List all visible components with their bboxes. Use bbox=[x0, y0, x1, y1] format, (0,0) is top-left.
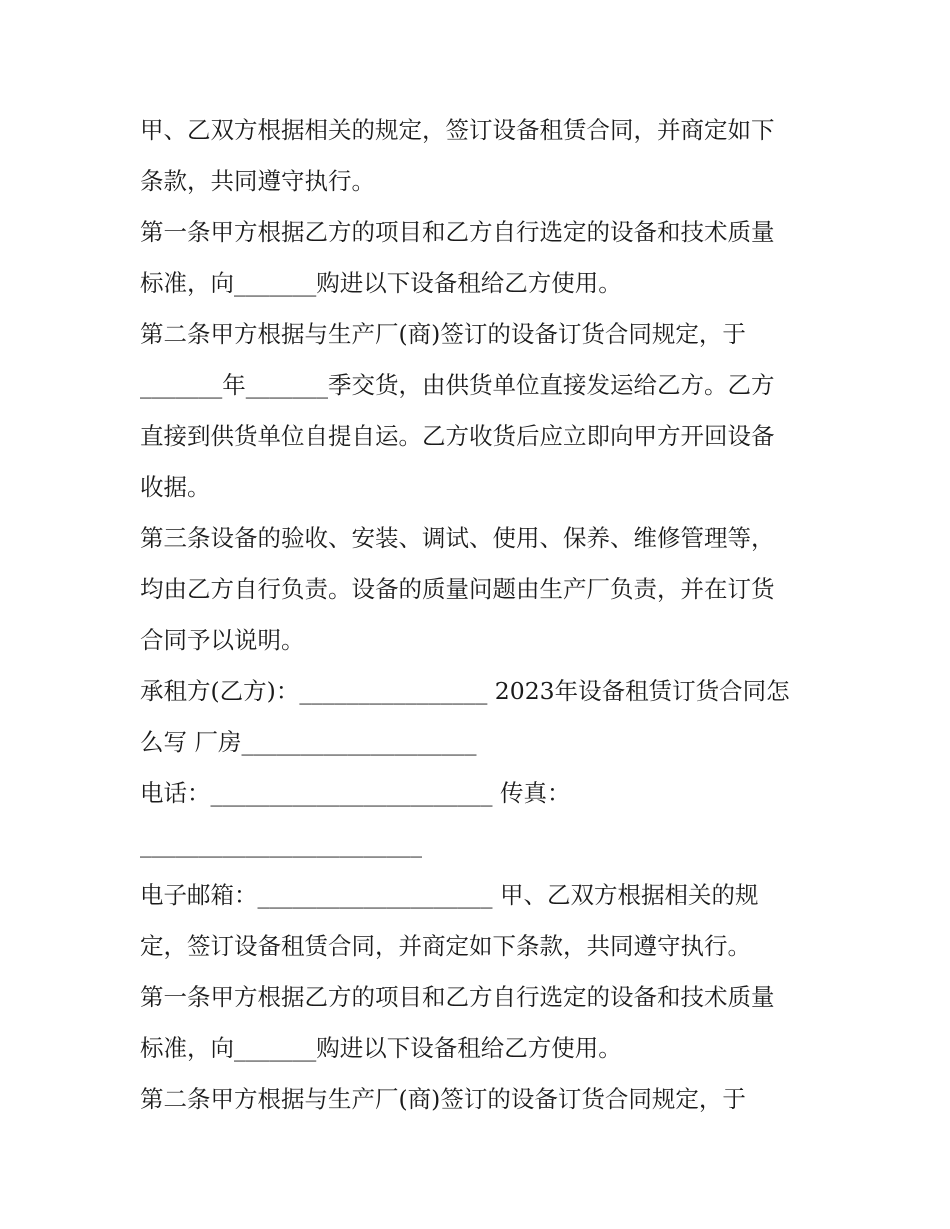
text-line: 定，签订设备租赁合同，并商定如下条款，共同遵守执行。 bbox=[140, 932, 751, 960]
text-line: 第一条甲方根据乙方的项目和乙方自行选定的设备和技术质量 bbox=[140, 983, 775, 1011]
contract-body bbox=[140, 105, 820, 1125]
text-line: 么写 厂房____________________ bbox=[140, 728, 477, 756]
text-line: 标准，向_______购进以下设备租给乙方使用。 bbox=[140, 269, 622, 297]
text-line: _______年_______季交货，由供货单位直接发运给乙方。乙方 bbox=[140, 371, 775, 399]
text-line: 标准，向_______购进以下设备租给乙方使用。 bbox=[140, 1034, 622, 1062]
text-line: 电话：________________________ 传真： bbox=[140, 779, 571, 807]
text-line: 第二条甲方根据与生产厂(商)签订的设备订货合同规定，于 bbox=[140, 1085, 746, 1113]
text-line: 电子邮箱：____________________ 甲、乙双方根据相关的规 bbox=[140, 881, 759, 909]
text-line: 第一条甲方根据乙方的项目和乙方自行选定的设备和技术质量 bbox=[140, 218, 775, 246]
text-line: 第三条设备的验收、安装、调试、使用、保养、维修管理等， bbox=[140, 524, 775, 552]
text-line: 甲、乙双方根据相关的规定，签订设备租赁合同，并商定如下 bbox=[140, 116, 775, 144]
text-line: 均由乙方自行负责。设备的质量问题由生产厂负责，并在订货 bbox=[140, 575, 775, 603]
text-line: 直接到供货单位自提自运。乙方收货后应立即向甲方开回设备 bbox=[140, 422, 775, 450]
text-line: 承租方(乙方)：________________ 2023年设备租赁订货合同怎 bbox=[140, 677, 790, 705]
text-line: 合同予以说明。 bbox=[140, 626, 305, 654]
text-line: ________________________ bbox=[140, 830, 422, 858]
text-line: 条款，共同遵守执行。 bbox=[140, 167, 375, 195]
text-line: 第二条甲方根据与生产厂(商)签订的设备订货合同规定，于 bbox=[140, 320, 746, 348]
text-line: 收据。 bbox=[140, 473, 211, 501]
